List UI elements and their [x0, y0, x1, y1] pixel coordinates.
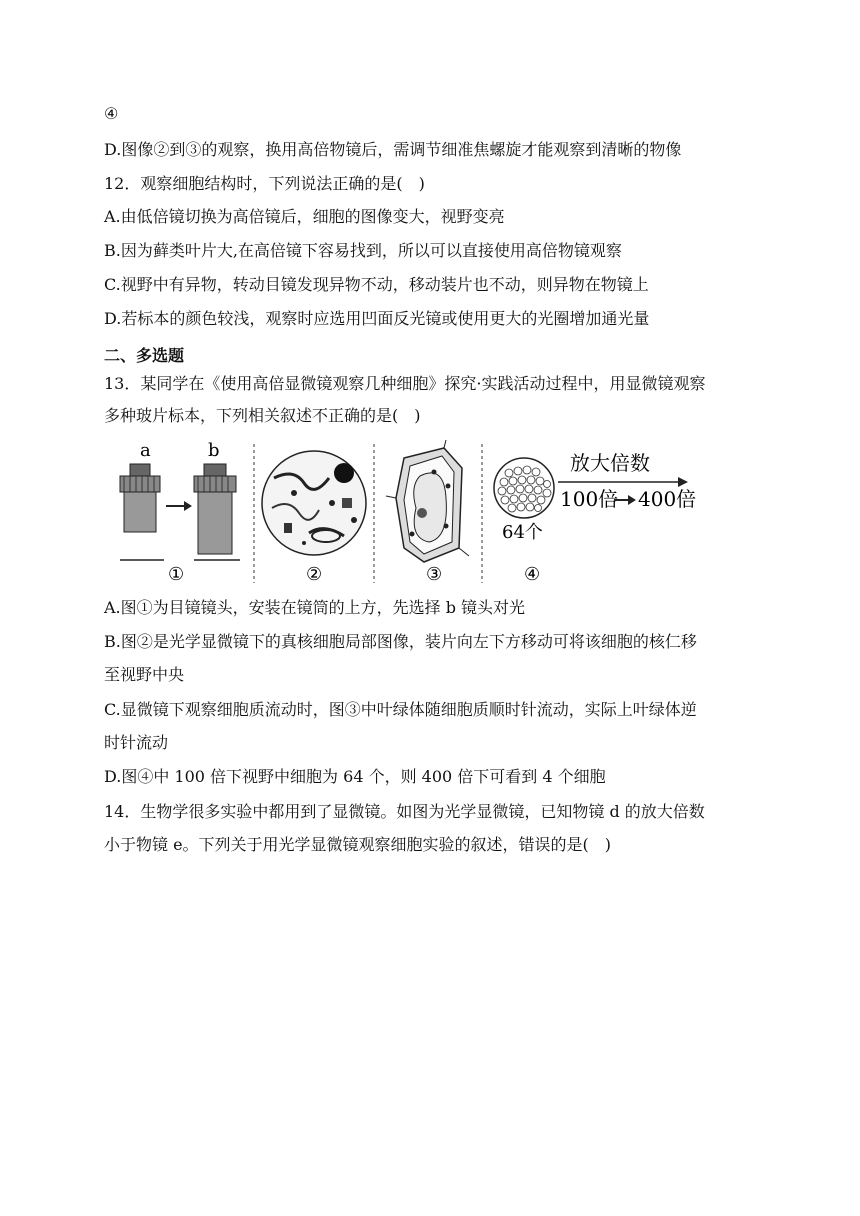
q13-option-c-cont: 时针流动	[104, 733, 169, 752]
panel-label: ①	[168, 564, 185, 585]
q12-option-d: D.若标本的颜色较浅，观察时应选用凹面反光镜或使用更大的光圈增加通光量	[104, 309, 650, 328]
question-13-stem: 13．某同学在《使用高倍显微镜观察几种细胞》探究·实践活动过程中，用显微镜观察	[104, 374, 706, 393]
q13-option-b-cont: 至视野中央	[104, 665, 185, 684]
question-12-stem: 12．观察细胞结构时，下列说法正确的是( )	[104, 174, 425, 193]
q13-option-c: C.显微镜下观察细胞质流动时，图③中叶绿体随细胞质顺时针流动，实际上叶绿体逆	[104, 700, 697, 719]
section-title: 二、多选题	[104, 346, 185, 365]
q12-option-b: B.因为藓类叶片大,在高倍镜下容易找到，所以可以直接使用高倍物镜观察	[104, 241, 622, 260]
magnify-title: 放大倍数	[570, 451, 650, 475]
panel-label: ③	[426, 564, 443, 585]
microscope-figure	[104, 438, 704, 588]
q12-option-a: A.由低倍镜切换为高倍镜后，细胞的图像变大，视野变亮	[104, 207, 505, 226]
panel-label: ②	[306, 564, 323, 585]
lens-b-label: b	[208, 440, 220, 461]
q13-option-d: D.图④中 100 倍下视野中细胞为 64 个，则 400 倍下可看到 4 个细胞	[104, 767, 606, 786]
cell-micrograph	[262, 451, 366, 585]
text-line: D.图像②到③的观察，换用高倍物镜后，需调节细准焦螺旋才能观察到清晰的物像	[104, 140, 682, 159]
q13-option-a: A.图①为目镜镜头，安装在镜筒的上方，先选择 b 镜头对光	[104, 598, 526, 617]
text-line: ④	[104, 104, 119, 123]
magnify-to: 400倍	[638, 487, 697, 511]
q12-option-c: C.视野中有异物，转动目镜发现异物不动，移动装片也不动，则异物在物镜上	[104, 275, 649, 294]
lens-diagram	[120, 440, 240, 585]
magnification-diagram	[494, 451, 696, 585]
question-13-stem: 多种玻片标本，下列相关叙述不正确的是( )	[104, 406, 421, 425]
cell-count-label: 64个	[502, 522, 543, 543]
question-14-stem: 小于物镜 e。下列关于用光学显微镜观察细胞实验的叙述，错误的是( )	[104, 835, 612, 854]
panel-label: ④	[524, 564, 541, 585]
lens-a-label: a	[140, 440, 151, 461]
plant-cell	[386, 440, 469, 585]
q13-option-b: B.图②是光学显微镜下的真核细胞局部图像，装片向左下方移动可将该细胞的核仁移	[104, 632, 697, 651]
question-14-stem: 14．生物学很多实验中都用到了显微镜。如图为光学显微镜，已知物镜 d 的放大倍数	[104, 802, 705, 821]
magnify-from: 100倍	[560, 487, 619, 511]
